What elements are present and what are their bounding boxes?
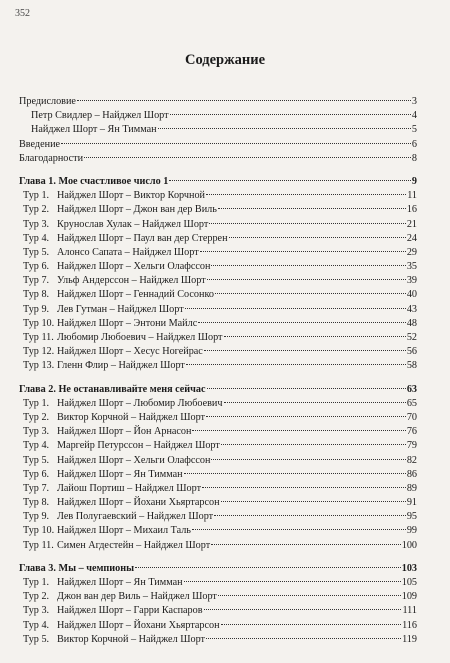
round-entry-label — [19, 576, 183, 590]
round-players: Найджел Шорт – Йон Арнасон — [57, 426, 192, 438]
round-page-number: 91 — [406, 497, 417, 509]
round-players: Лев Полугаевский – Найджел Шорт — [57, 511, 214, 523]
round-number: Тур 1. — [23, 397, 50, 409]
dot-leader — [206, 416, 406, 417]
round-entry[interactable] — [19, 482, 417, 496]
round-players: Гленн Флир – Найджел Шорт — [57, 360, 185, 372]
round-entry[interactable] — [19, 189, 417, 203]
round-entry[interactable] — [19, 524, 417, 538]
round-players: Найджел Шорт – Виктор Корчной — [57, 190, 205, 202]
round-entry-label — [19, 411, 205, 425]
round-number: Тур 11. — [23, 539, 54, 551]
round-page-number: 56 — [406, 346, 417, 358]
dot-leader — [209, 223, 405, 224]
round-entry-label — [19, 331, 223, 345]
round-page-number: 100 — [401, 539, 417, 551]
round-entry-label — [19, 468, 183, 482]
round-players: Ульф Андерссон – Найджел Шорт — [57, 275, 206, 287]
dot-leader — [221, 624, 402, 625]
round-entry-label — [19, 539, 210, 553]
round-entry[interactable] — [19, 619, 417, 633]
round-players: Симен Агдестейн – Найджел Шорт — [57, 539, 211, 551]
round-players: Найджел Шорт – Хельги Олафссон — [57, 261, 211, 273]
dot-leader — [207, 279, 406, 280]
dot-leader — [221, 501, 406, 502]
round-entry[interactable] — [19, 539, 417, 553]
round-number: Тур 4. — [23, 232, 50, 244]
round-players: Найджел Шорт – Гарри Каспаров — [57, 605, 203, 617]
toc-page-number: 3 — [411, 96, 417, 107]
round-entry[interactable] — [19, 203, 417, 217]
toc-entry-label: Предисловие — [19, 96, 76, 107]
round-number: Тур 8. — [23, 497, 50, 509]
round-page-number: 111 — [402, 605, 417, 617]
toc-page-number: 5 — [411, 124, 417, 136]
round-page-number: 79 — [406, 440, 417, 452]
round-number: Тур 2. — [23, 591, 50, 603]
round-page-number: 95 — [406, 511, 417, 523]
round-page-number: 21 — [406, 218, 417, 230]
dot-leader — [224, 336, 406, 337]
round-number: Тур 2. — [23, 204, 50, 216]
round-entry[interactable] — [19, 260, 417, 274]
round-players: Найджел Шорт – Михаил Таль — [57, 525, 191, 537]
round-page-number: 70 — [406, 411, 417, 423]
round-entry-label — [19, 246, 199, 260]
round-number: Тур 12. — [23, 346, 55, 358]
round-page-number: 35 — [406, 261, 417, 273]
round-entry-label — [19, 524, 191, 538]
round-number: Тур 3. — [23, 218, 50, 230]
chapter-heading[interactable] — [19, 562, 417, 576]
round-page-number: 89 — [406, 482, 417, 494]
toc-entry[interactable] — [19, 138, 417, 152]
round-page-number: 109 — [401, 591, 417, 603]
section-gap — [19, 166, 417, 175]
round-number: Тур 6. — [23, 261, 50, 273]
dot-leader — [202, 487, 406, 488]
dot-leader — [198, 322, 406, 323]
round-number: Тур 1. — [23, 190, 50, 202]
round-entry[interactable] — [19, 510, 417, 524]
round-players: Найджел Шорт – Джон ван дер Виль — [57, 204, 217, 216]
round-players: Маргейр Петурссон – Найджел Шорт — [57, 440, 220, 452]
round-number: Тур 4. — [23, 619, 50, 631]
round-page-number: 105 — [401, 577, 417, 588]
dot-leader — [224, 402, 406, 403]
round-entry-label — [19, 604, 203, 618]
round-players: Виктор Корчной – Найджел Шорт — [57, 411, 205, 423]
dot-leader — [218, 595, 401, 596]
round-entry-label — [19, 260, 210, 274]
round-entry[interactable] — [19, 411, 417, 425]
round-entry[interactable] — [19, 633, 417, 647]
round-entry-label — [19, 439, 220, 453]
round-players: Найджел Шорт – Паул ван дер Стеррен — [57, 232, 228, 244]
dot-leader — [61, 143, 411, 144]
dot-leader — [84, 157, 411, 158]
chapter-page-number: 9 — [411, 175, 417, 187]
round-players: Алонсо Сапата – Найджел Шорт — [57, 246, 199, 258]
toc-page-number: 4 — [411, 110, 417, 122]
toc-entry-label: Благодарности — [19, 152, 84, 164]
dot-leader — [207, 388, 406, 389]
toc-entry-label: Петр Свидлер – Найджел Шорт — [31, 110, 169, 122]
toc-entry-label: Введение — [19, 138, 61, 150]
round-number: Тур 8. — [23, 289, 50, 301]
round-number: Тур 10. — [23, 525, 55, 537]
round-players: Джон ван дер Виль – Найджел Шорт — [57, 591, 217, 603]
round-players: Крунослав Хулак – Найджел Шорт — [57, 218, 209, 230]
round-entry-label — [19, 317, 197, 331]
dot-leader — [135, 567, 401, 568]
round-players: Найджел Шорт – Любомир Любоевич — [57, 397, 223, 409]
round-entry-label — [19, 510, 213, 524]
round-players: Лайош Портиш – Найджел Шорт — [57, 482, 202, 494]
round-entry-label — [19, 232, 228, 246]
page-title: Содержание — [184, 52, 266, 68]
round-players: Найджел Шорт – Ян Тимман — [57, 577, 183, 588]
round-number: Тур 4. — [23, 440, 50, 452]
round-players: Найджел Шорт – Энтони Майлс — [57, 317, 198, 329]
round-page-number: 58 — [406, 360, 417, 372]
dot-leader — [211, 544, 401, 545]
chapter-title: Глава 2. Не останавливайте меня сейчас — [19, 383, 206, 395]
toc-page-number: 6 — [411, 138, 417, 150]
round-entry-label — [19, 203, 217, 217]
round-number: Тур 6. — [23, 468, 50, 480]
round-entry[interactable] — [19, 576, 417, 590]
round-players: Виктор Корчной – Найджел Шорт — [57, 633, 205, 645]
dot-leader — [184, 581, 401, 582]
round-page-number: 24 — [406, 232, 417, 244]
dot-leader — [185, 308, 406, 309]
dot-leader — [186, 364, 406, 365]
chapter-heading[interactable] — [19, 383, 417, 397]
round-players: Найджел Шорт – Йохани Хьяртарсон — [57, 497, 220, 509]
dot-leader — [204, 609, 402, 610]
round-entry-label — [19, 590, 217, 604]
round-entry[interactable] — [19, 232, 417, 246]
round-page-number: 16 — [406, 204, 417, 216]
section-gap — [19, 374, 417, 383]
round-page-number: 82 — [406, 454, 417, 466]
round-entry-label — [19, 633, 205, 647]
round-entry[interactable] — [19, 468, 417, 482]
round-number: Тур 2. — [23, 411, 50, 423]
round-entry[interactable] — [19, 496, 417, 510]
round-players: Найджел Шорт – Ян Тимман — [57, 468, 183, 480]
round-entry[interactable] — [19, 590, 417, 604]
chapter-heading[interactable] — [19, 175, 417, 189]
round-entry[interactable] — [19, 246, 417, 260]
round-page-number: 119 — [402, 633, 417, 645]
round-page-number: 40 — [406, 289, 417, 301]
round-entry-label — [19, 303, 184, 317]
round-page-number: 39 — [406, 275, 417, 287]
round-page-number: 11 — [407, 190, 417, 202]
round-entry-label — [19, 345, 203, 359]
round-number: Тур 3. — [23, 426, 50, 438]
round-number: Тур 1. — [23, 577, 50, 588]
dot-leader — [211, 265, 405, 266]
round-page-number: 52 — [406, 332, 417, 343]
dot-leader — [192, 529, 406, 530]
round-entry-label — [19, 189, 205, 203]
round-number: Тур 9. — [23, 303, 50, 315]
dot-leader — [158, 128, 411, 129]
round-entry-label — [19, 359, 185, 373]
round-entry[interactable] — [19, 317, 417, 331]
dot-leader — [221, 444, 406, 445]
round-page-number: 99 — [406, 525, 417, 537]
round-entry-label — [19, 454, 210, 468]
round-number: Тур 11. — [23, 332, 54, 343]
toc-page-number: 8 — [411, 152, 417, 164]
round-entry-label — [19, 496, 220, 510]
round-entry[interactable] — [19, 331, 417, 345]
round-number: Тур 3. — [23, 605, 50, 617]
round-entry[interactable] — [19, 303, 417, 317]
toc-entry[interactable] — [19, 95, 417, 109]
round-page-number: 116 — [402, 619, 417, 631]
round-number: Тур 7. — [23, 482, 50, 494]
round-number: Тур 9. — [23, 511, 50, 523]
round-entry[interactable] — [19, 604, 417, 618]
dot-leader — [211, 459, 405, 460]
round-entry-label — [19, 288, 214, 302]
round-entry[interactable] — [19, 288, 417, 302]
toc-entry[interactable] — [19, 152, 417, 166]
round-players: Любомир Любоевич – Найджел Шорт — [57, 332, 223, 343]
dot-leader — [169, 180, 411, 181]
round-page-number: 76 — [406, 426, 417, 438]
round-players: Найджел Шорт – Йохани Хьяртарсон — [57, 619, 220, 631]
round-players: Найджел Шорт – Хельги Олафссон — [57, 454, 211, 466]
round-number: Тур 7. — [23, 275, 50, 287]
dot-leader — [204, 350, 406, 351]
chapter-title: Глава 1. Мое счастливое число 1 — [19, 175, 169, 187]
toc-entry-label: Найджел Шорт – Ян Тимман — [31, 124, 157, 136]
dot-leader — [218, 208, 406, 209]
dot-leader — [229, 237, 406, 238]
dot-leader — [77, 100, 411, 101]
dot-leader — [184, 473, 406, 474]
round-number: Тур 13. — [23, 360, 55, 372]
dot-leader — [206, 638, 401, 639]
dot-leader — [214, 515, 406, 516]
dot-leader — [215, 293, 406, 294]
round-players: Найджел Шорт – Геннадий Сосонко — [57, 289, 214, 301]
chapter-title: Глава 3. Мы – чемпионы — [19, 562, 135, 574]
round-entry-label — [19, 218, 208, 232]
dot-leader — [206, 194, 406, 195]
round-players: Найджел Шорт – Хесус Ногейрас — [57, 346, 203, 358]
dot-leader — [192, 430, 405, 431]
round-page-number: 65 — [406, 397, 417, 409]
round-players: Лев Гутман – Найджел Шорт — [57, 303, 184, 315]
round-number: Тур 5. — [23, 246, 50, 258]
round-page-number: 86 — [406, 468, 417, 480]
toc-entry[interactable] — [19, 109, 417, 123]
round-number: Тур 5. — [23, 633, 50, 645]
table-of-contents — [19, 95, 417, 647]
round-page-number: 29 — [406, 246, 417, 258]
toc-entry[interactable] — [19, 123, 417, 137]
round-entry[interactable] — [19, 454, 417, 468]
chapter-page-number: 103 — [401, 562, 417, 574]
round-entry[interactable] — [19, 439, 417, 453]
round-entry[interactable] — [19, 218, 417, 232]
round-entry[interactable] — [19, 274, 417, 288]
round-entry[interactable] — [19, 345, 417, 359]
round-entry-label — [19, 425, 191, 439]
round-number: Тур 10. — [23, 317, 55, 329]
round-entry[interactable] — [19, 397, 417, 411]
round-entry-label — [19, 482, 201, 496]
round-number: Тур 5. — [23, 454, 50, 466]
round-entry[interactable] — [19, 359, 417, 373]
round-entry[interactable] — [19, 425, 417, 439]
round-page-number: 48 — [406, 317, 417, 329]
round-entry-label — [19, 619, 220, 633]
page-number: 352 — [15, 8, 30, 19]
dot-leader — [170, 114, 411, 115]
round-page-number: 43 — [406, 303, 417, 315]
round-entry-label — [19, 274, 206, 288]
round-entry-label — [19, 397, 223, 411]
section-gap — [19, 553, 417, 562]
dot-leader — [200, 251, 406, 252]
chapter-page-number: 63 — [406, 383, 417, 395]
